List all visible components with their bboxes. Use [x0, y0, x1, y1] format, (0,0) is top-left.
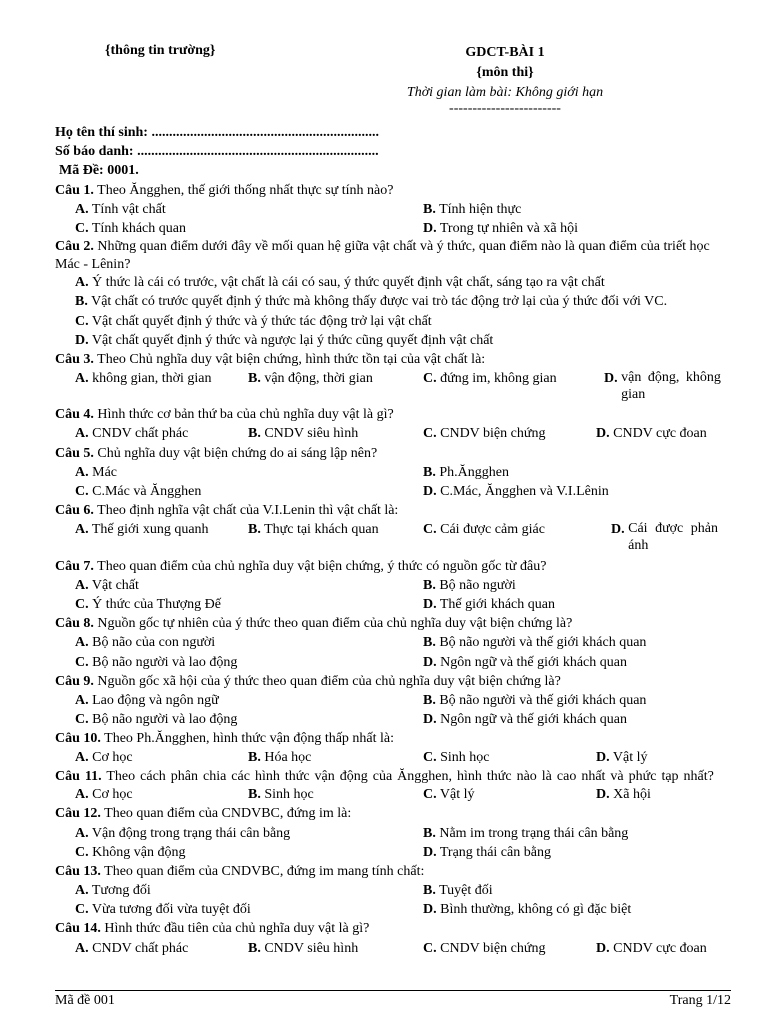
exam-content [55, 123, 731, 958]
exam-code-line: Mã Đề: 0001. [59, 163, 139, 179]
question-11: Câu 11. Theo cách phân chia các hình thức vận động của Ăngghen, hình thức nào là cao nhất và phức tạp nhất? [55, 768, 714, 784]
option-a: A. Vật chất [75, 577, 139, 593]
option-c: C. Ý thức của Thượng Đế [75, 596, 221, 612]
option-d: D. Trạng thái cân bằng [423, 844, 551, 860]
question-14: Câu 14. Hình thức đầu tiên của chủ nghĩa duy vật là gì? [55, 921, 370, 937]
option-b: B. Tính hiện thực [423, 201, 522, 217]
question-1-options [55, 200, 731, 219]
option-b: B. Ph.Ăngghen [423, 464, 509, 480]
option-d: D. Vật chất quyết định ý thức và ngược lại ý thức cũng quyết định vật chất [75, 332, 494, 348]
question-5: Câu 5. Chủ nghĩa duy vật biện chứng do ai sáng lập nên? [55, 445, 378, 461]
page-number: Trang 1/12 [669, 993, 731, 1008]
option-a: A. Lao động và ngôn ngữ [75, 692, 219, 708]
option-c: C. C.Mác và Ăngghen [75, 484, 202, 499]
option-a: A. CNDV chất phác [75, 426, 189, 442]
option-c: C. Vật lý [423, 787, 475, 803]
option-a: A. Tính vật chất [75, 201, 166, 217]
option-b: B. Bộ não người [423, 577, 516, 593]
candidate-id-label: Số báo danh: [55, 144, 138, 160]
option-c: C. Bộ não người và lao động [75, 654, 238, 670]
option-c: C. Vừa tương đối vừa tuyệt đối [75, 902, 251, 918]
option-b: B. CNDV siêu hình [248, 940, 359, 956]
exam-header [380, 43, 630, 119]
option-c: C. Vật chất quyết định ý thức và ý thức tác động trở lại vật chất [75, 313, 432, 329]
option-d: D. Bình thường, không có gì đặc biệt [423, 902, 632, 918]
option-d: D. Vật lý [596, 750, 648, 766]
option-d: D. Xã hội [596, 787, 651, 803]
option-d: D. CNDV cực đoan [596, 426, 707, 442]
option-c: C. Không vận động [75, 844, 186, 860]
option-a: A. Vận động trong trạng thái cân bằng [75, 825, 291, 841]
option-b: B. Hóa học [248, 750, 312, 766]
candidate-name-dots: ................................................................. [151, 125, 379, 140]
option-d: D. Cái được phản ánh [611, 521, 718, 554]
question-8: Câu 8. Nguồn gốc tự nhiên của ý thức theo quan điểm của chủ nghĩa duy vật biện chứng là? [55, 616, 573, 632]
option-a: A. Mác [75, 464, 118, 480]
footer-exam-code: Mã đề 001 [55, 993, 115, 1008]
question-7: Câu 7. Theo quan điểm của chủ nghĩa duy vật biện chứng, ý thức có nguồn gốc từ đâu? [55, 558, 547, 574]
exam-code-title: GDCT-BÀI 1 [465, 45, 545, 60]
option-c: C. Tính khách quan [75, 220, 186, 236]
option-c: C. Sinh học [423, 750, 490, 766]
option-b: B. CNDV siêu hình [248, 426, 359, 442]
time-limit: Thời gian làm bài: Không giới hạn [406, 85, 604, 100]
option-d: D. Thế giới khách quan [423, 596, 555, 612]
option-c: C. CNDV biện chứng [423, 940, 546, 956]
option-a: A. Cơ học [75, 750, 133, 766]
candidate-name-line [55, 123, 731, 142]
question-12: Câu 12. Theo quan điểm của CNDVBC, đứng im là: [55, 806, 352, 822]
option-b: B. Thực tại khách quan [248, 522, 379, 538]
candidate-id-dots: ..................................................................... [137, 144, 379, 160]
option-a: A. Tương đối [75, 883, 151, 899]
candidate-name-label: Họ tên thí sinh: [55, 125, 152, 140]
option-d: D. C.Mác, Ăngghen và V.I.Lênin [423, 484, 609, 499]
question-1: Câu 1. Theo Ăngghen, thế giới thống nhất thực sự tính nào? [55, 182, 394, 198]
option-b: B. Tuyệt đối [423, 883, 493, 899]
option-c: C. Cái được cảm giác [423, 522, 545, 538]
option-d: D. Trong tự nhiên và xã hội [423, 220, 578, 236]
option-a: A. Ý thức là cái có trước, vật chất là cái có sau, ý thức quyết định vật chất, sáng tạo ra vật chất [75, 275, 605, 291]
option-d: D. vận động, không gian [604, 370, 721, 403]
option-b: B. Sinh học [248, 787, 314, 803]
option-b: B. Bộ não người và thế giới khách quan [423, 692, 647, 708]
question-4: Câu 4. Hình thức cơ bản thứ ba của chủ nghĩa duy vật là gì? [55, 407, 394, 423]
school-info: {thông tin trường} [105, 43, 216, 58]
question-2: Câu 2. Những quan điểm dưới đây về mối quan hệ giữa vật chất và ý thức, quan điểm nào là quan điểm của triết học Mác - Lênin? [55, 239, 710, 272]
question-10: Câu 10. Theo Ph.Ăngghen, hình thức vận động thấp nhất là: [55, 731, 395, 747]
footer-divider [55, 990, 731, 991]
option-c: C. đứng im, không gian [423, 371, 557, 387]
option-b: B. Vật chất có trước quyết định ý thức mà không thấy được vai trò tác động trở lại của ý thức đối với VC. [75, 294, 668, 310]
option-d: D. CNDV cực đoan [596, 940, 707, 956]
option-a: A. Bộ não của con người [75, 635, 216, 651]
option-c: C. CNDV biện chứng [423, 426, 546, 442]
option-a: A. CNDV chất phác [75, 940, 189, 956]
question-6: Câu 6. Theo định nghĩa vật chất của V.I.Lenin thì vật chất là: [55, 503, 399, 519]
option-b: B. Bộ não người và thế giới khách quan [423, 635, 647, 651]
option-d: D. Ngôn ngữ và thế giới khách quan [423, 654, 627, 670]
question-13: Câu 13. Theo quan điểm của CNDVBC, đứng im mang tính chất: [55, 863, 425, 879]
question-3: Câu 3. Theo Chủ nghĩa duy vật biện chứng, hình thức tồn tại của vật chất là: [55, 351, 486, 367]
option-a: A. Cơ học [75, 787, 133, 803]
question-3-options [55, 369, 731, 403]
option-c: C. Bộ não người và lao động [75, 712, 238, 728]
option-b: B. vận động, thời gian [248, 371, 373, 387]
subject: {môn thi} [476, 65, 534, 80]
option-a: A. không gian, thời gian [75, 371, 212, 387]
option-b: B. Nằm im trong trạng thái cân bằng [423, 825, 629, 841]
question-9: Câu 9. Nguồn gốc xã hội của ý thức theo quan điểm của chủ nghĩa duy vật biện chứng là? [55, 673, 561, 689]
candidate-id-line [55, 142, 731, 161]
option-d: D. Ngôn ngữ và thế giới khách quan [423, 712, 627, 728]
header-dashes: ------------------------ [449, 101, 561, 116]
option-a: A. Thế giới xung quanh [75, 522, 209, 538]
